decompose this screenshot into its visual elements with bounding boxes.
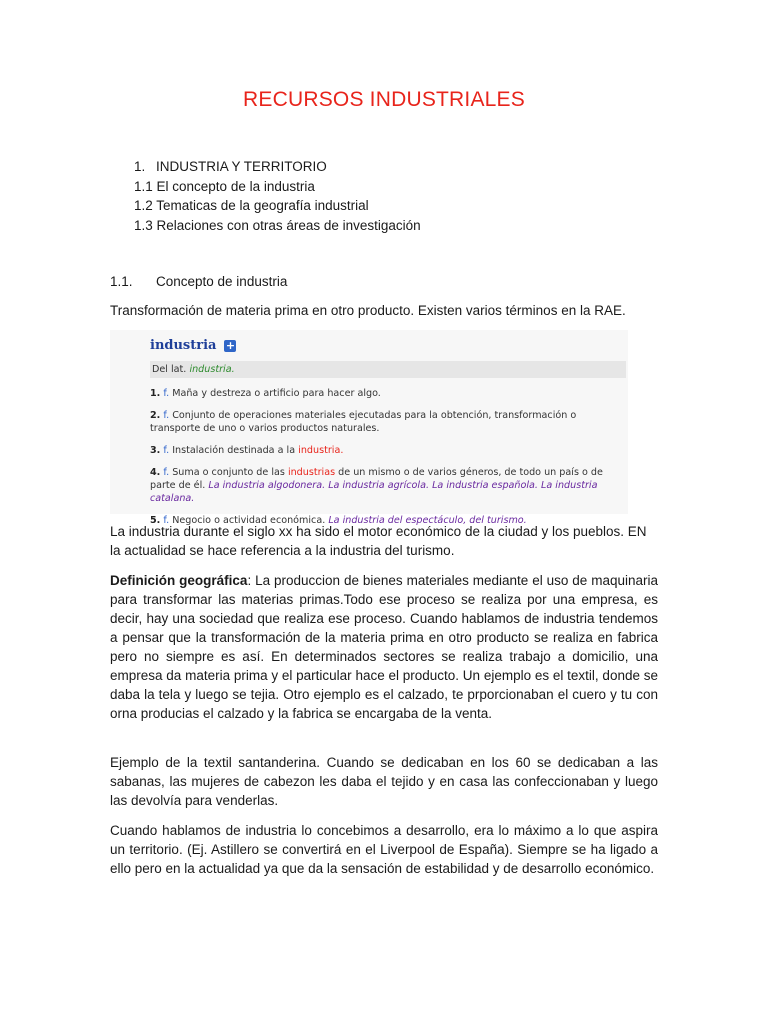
toc-text: 1.1 El concepto de la industria bbox=[134, 178, 315, 194]
toc-item bbox=[134, 216, 421, 236]
rae-definition: 4. f. Suma o conjunto de las industrias de un mismo o de varios géneros, de todo un país o de parte de él. La industria algodonera. La industria agrícola. La industria española. La industria catalana. bbox=[150, 467, 603, 504]
rae-etymology: Del lat. industria. bbox=[150, 361, 626, 378]
toc-number: 1. bbox=[134, 159, 146, 174]
section-number: 1.1. bbox=[110, 274, 133, 289]
paragraph-development: Cuando hablamos de industria lo concebimos a desarrollo, era lo máximo a lo que aspira un territorio. (Ej. Astillero se convertirá en el Liverpool de España). Siempre se ha ligado a ello pero en la actualidad ya que da la sensación de estabilidad y de desarrollo económico. bbox=[110, 823, 658, 876]
toc-item bbox=[134, 196, 421, 216]
toc-item bbox=[134, 157, 421, 177]
intro-paragraph: Transformación de materia prima en otro producto. Existen varios términos en la RAE. bbox=[110, 303, 626, 318]
paragraph-geographic-definition bbox=[110, 571, 658, 723]
rae-definition: 3. f. Instalación destinada a la industria. bbox=[150, 445, 344, 456]
rae-headword: industria bbox=[150, 338, 217, 353]
paragraph-textile-example: Ejemplo de la textil santanderina. Cuando se dedicaban en los 60 se dedicaban a las sabanas, las mujeres de cabezon les daba el tejido y en casa las confeccionaban y luego las devolvía para venderlas. bbox=[110, 755, 658, 808]
paragraph-industry-20th-century: La industria durante el siglo xx ha sido el motor económico de la ciudad y los pueblos. EN la actualidad se hace referencia a la industria del turismo. bbox=[110, 524, 647, 558]
toc-text: 1.3 Relaciones con otras áreas de investigación bbox=[134, 217, 421, 233]
rae-headword-row bbox=[150, 338, 626, 353]
toc-text: INDUSTRIA Y TERRITORIO bbox=[156, 159, 327, 174]
toc-item bbox=[134, 177, 421, 197]
toc-text: 1.2 Tematicas de la geografía industrial bbox=[134, 198, 369, 213]
rae-definition: 1. f. Maña y destreza o artificio para hacer algo. bbox=[150, 388, 381, 399]
rae-definition: 5. f. Negocio o actividad económica. La industria del espectáculo, del turismo. bbox=[150, 515, 527, 526]
definition-label: Definición geográfica bbox=[110, 573, 248, 588]
plus-icon: + bbox=[225, 338, 236, 352]
document-title: RECURSOS INDUSTRIALES bbox=[243, 88, 525, 111]
table-of-contents bbox=[134, 157, 421, 235]
definition-text: : La produccion de bienes materiales mediante el uso de maquinaria para transformar las materias primas.Todo ese proceso se realiza por una empresa, es decir, hay una sociedad que realiza ese proceso. Cuando hablamos de industria tendemos a pensar que la transformación de la materia prima en otro producto se realiza en fabrica pero no siempre es así. En determinados sectores se realiza trabajo a domicilio, una empresa da materia prima y el particular hace el producto. Un ejemplo es el textil, donde se daba la tela y luego se tejia. Otro ejemplo es el calzado, te prporcionaban el cuero y tu con orna producias el calzado y la fabrica se encargaba de la venta. bbox=[110, 573, 658, 721]
rae-dictionary-snippet bbox=[110, 330, 628, 526]
section-title: Concepto de industria bbox=[156, 274, 288, 289]
section-heading bbox=[110, 274, 287, 289]
rae-definition: 2. f. Conjunto de operaciones materiales ejecutadas para la obtención, transformación o transporte de uno o varios productos naturales. bbox=[150, 410, 577, 434]
